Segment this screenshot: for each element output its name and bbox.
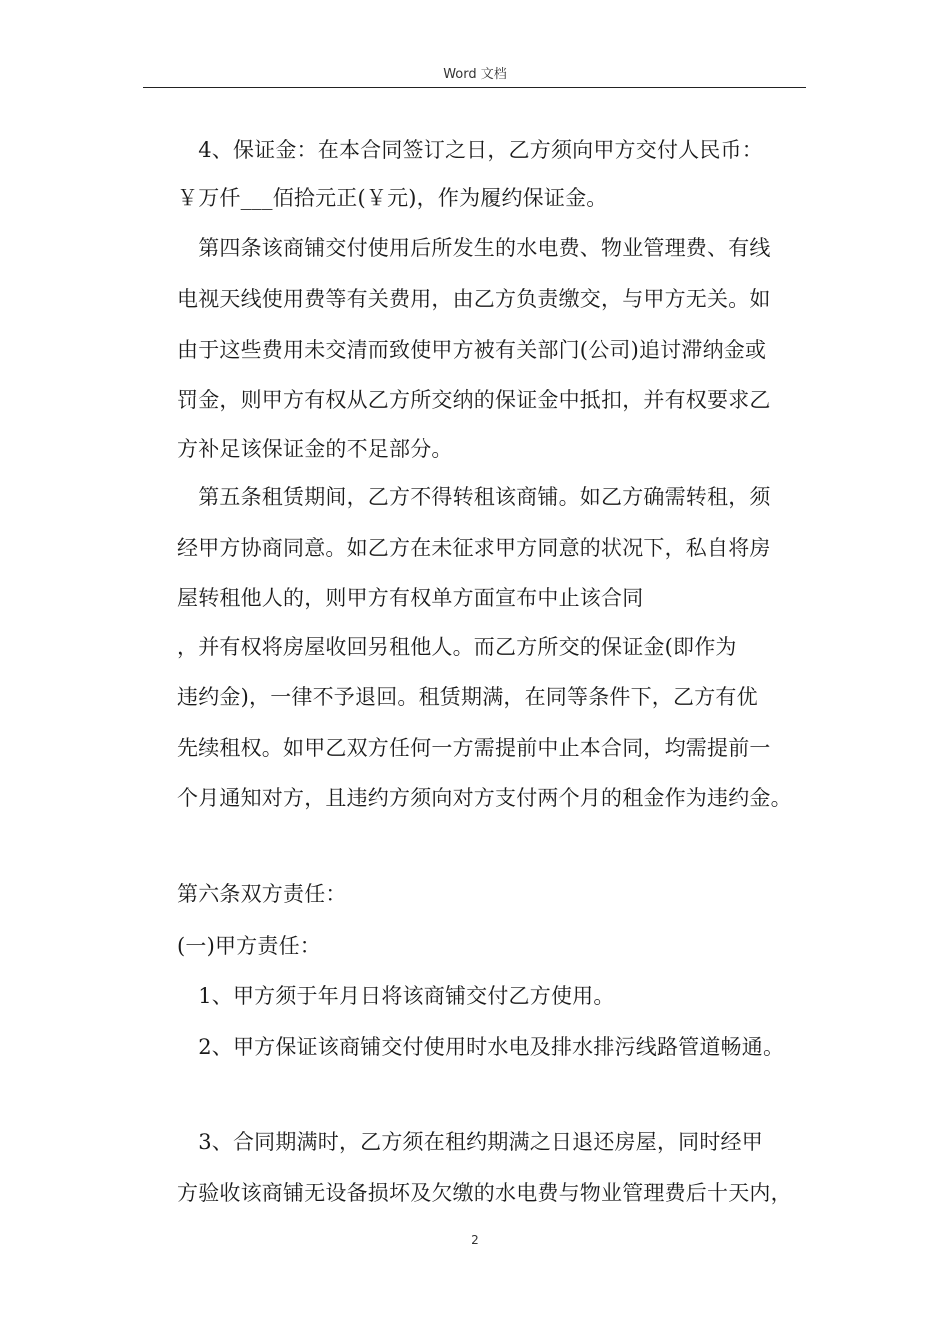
body-line: 违约金)，一律不予退回。租赁期满，在同等条件下，乙方有优 <box>177 685 758 709</box>
body-line: 由于这些费用未交清而致使甲方被有关部门(公司)追讨滞纳金或 <box>177 338 767 362</box>
header-divider <box>143 87 806 88</box>
body-line: 先续租权。如甲乙双方任何一方需提前中止本合同，均需提前一 <box>177 736 771 760</box>
body-line: 屋转租他人的，则甲方有权单方面宣布中止该合同 <box>177 586 644 610</box>
section-heading: 第六条双方责任： <box>177 882 347 906</box>
body-line: 个月通知对方，且违约方须向对方支付两个月的租金作为违约金。 <box>177 786 792 810</box>
body-line: 电视天线使用费等有关费用，由乙方负责缴交，与甲方无关。如 <box>177 287 771 311</box>
body-line: 第四条该商铺交付使用后所发生的水电费、物业管理费、有线 <box>177 236 771 260</box>
body-line: ￥万仟___佰拾元正(￥元)，作为履约保证金。 <box>177 186 608 210</box>
header-title: Word 文档 <box>443 67 507 82</box>
body-line: 方验收该商铺无设备损坏及欠缴的水电费与物业管理费后十天内， <box>177 1181 792 1205</box>
subsection-heading: (一)甲方责任： <box>177 934 321 958</box>
body-line: 1、甲方须于年月日将该商铺交付乙方使用。 <box>177 984 615 1008</box>
body-line: ，并有权将房屋收回另租他人。而乙方所交的保证金(即作为 <box>177 635 737 659</box>
body-line: 4、保证金：在本合同签订之日，乙方须向甲方交付人民币： <box>177 138 763 162</box>
body-line: 2、甲方保证该商铺交付使用时水电及排水排污线路管道畅通。 <box>177 1035 785 1059</box>
body-line: 3、合同期满时，乙方须在租约期满之日退还房屋，同时经甲 <box>177 1130 763 1154</box>
body-line: 方补足该保证金的不足部分。 <box>177 437 453 461</box>
body-line: 罚金，则甲方有权从乙方所交纳的保证金中抵扣，并有权要求乙 <box>177 388 771 412</box>
body-line: 经甲方协商同意。如乙方在未征求甲方同意的状况下，私自将房 <box>177 536 771 560</box>
page-number: 2 <box>471 1233 479 1247</box>
body-line: 第五条租赁期间，乙方不得转租该商铺。如乙方确需转租，须 <box>177 485 771 509</box>
